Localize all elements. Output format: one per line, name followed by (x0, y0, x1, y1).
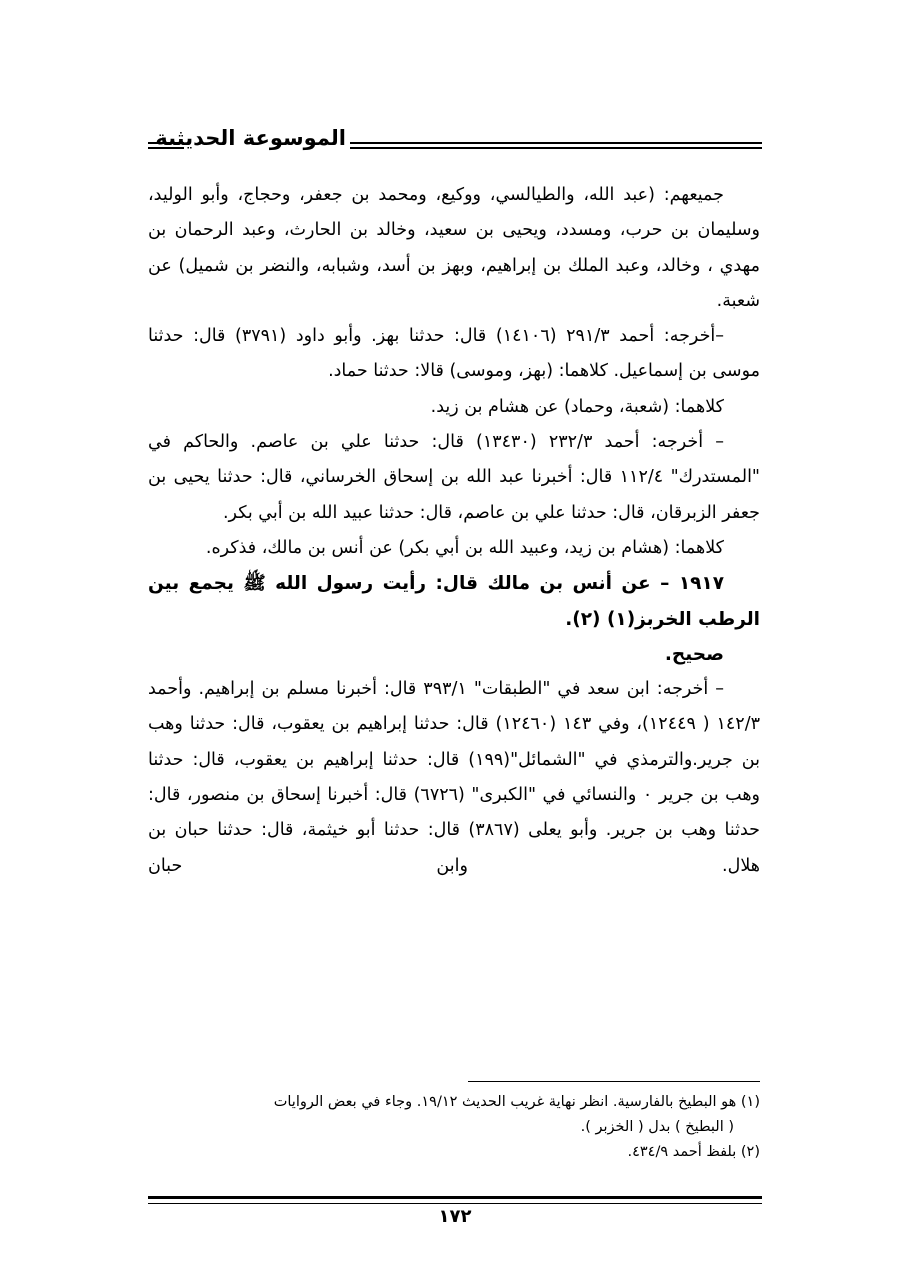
hadith-grade: صحيح. (664, 643, 724, 665)
paragraph-both-narrators: كلاهما: (شعبة، وحماد) عن هشام بن زيد. (430, 396, 724, 417)
paragraph-both-from-anas: كلاهما: (هشام بن زيد، وعبيد الله بن أبي بكر) عن أنس بن مالك، فذكره. (205, 537, 724, 558)
paragraph-takhrij-ahmad-abudawud: –أخرجه: أحمد ٢٩١/٣ (١٤١٠٦) قال: حدثنا بهز. وأبو داود (٣٧٩١) قال: حدثنا موسى بن إسماعيل. كلاهما: (بهز، وموسى) قالا: حدثنا حماد. (148, 326, 760, 382)
footnote-1: (١) هو البطيخ بالفارسية. انظر نهاية غريب الحديث ١٩/١٢. وجاء في بعض الروايات (273, 1094, 760, 1110)
running-header (148, 124, 762, 160)
paragraph-takhrij-ahmad-hakim: – أخرجه: أحمد ٢٣٢/٣ (١٣٤٣٠) قال: حدثنا علي بن عاصم. والحاكم في "المستدرك" ١١٢/٤ قال: أخبرنا عبد الله بن إسحاق الخرساني، قال: حدثنا يحيى بن جعفر الزبرقان، قال: حدثنا علي بن عاصم، قال: حدثنا عبيد الله بن أبي بكر. (148, 432, 760, 523)
paragraph-narrators: جميعهم: (عبد الله، والطيالسي، ووكيع، ومحمد بن جعفر، وحجاج، وأبو الوليد، وسليمان بن حرب، ومسدد، ويحيى بن سعيد، وخالد بن الحارث، وعبد الرحمان بن مهدي ، وخالد، وعبد الملك بن إبراهيم، وبهز بن أسد، وشبابه، والنضر بن شميل) عن شعبة. (148, 185, 760, 311)
footnote-2: (٢) بلفظ أحمد ٤٣٤/٩. (627, 1144, 760, 1160)
bottom-rule (148, 1196, 762, 1204)
footnote-1-continued: ( البطيخ ) بدل ( الخزبر ). (580, 1119, 734, 1135)
page-number: ١٧٢ (438, 1206, 472, 1227)
main-text (148, 178, 760, 884)
footnote-separator (468, 1081, 760, 1082)
header-title: الموسوعة الحديثية (155, 126, 346, 150)
footnotes (148, 1090, 760, 1165)
header-rule-right (350, 142, 762, 149)
hadith-1917: ١٩١٧ – عن أنس بن مالك قال: رأيت رسول الله ﷺ يجمع بين الرطب الخربز(١) (٢). (148, 573, 760, 630)
paragraph-takhrij-ibn-saad: – أخرجه: ابن سعد في "الطبقات" ٣٩٣/١ قال: أخبرنا مسلم بن إبراهيم. وأحمد ١٤٢/٣ ( ١٢٤٤٩)، وفي ١٤٣ (١٢٤٦٠) قال: حدثنا إبراهيم بن يعقوب، قال: حدثنا وهب بن جرير.والترمذي في "الشمائل"(١٩٩) قال: حدثنا إبراهيم بن يعقوب، قال: حدثنا وهب بن جرير ٠ والنسائي في "الكبرى" (٦٧٢٦) قال: أخبرنا إسحاق بن منصور، قال: حدثنا وهب بن جرير. وأبو يعلى (٣٨٦٧) قال: حدثنا أبو خيثمة، قال: حدثنا حبان بن هلال. وابن حبان (148, 679, 760, 876)
